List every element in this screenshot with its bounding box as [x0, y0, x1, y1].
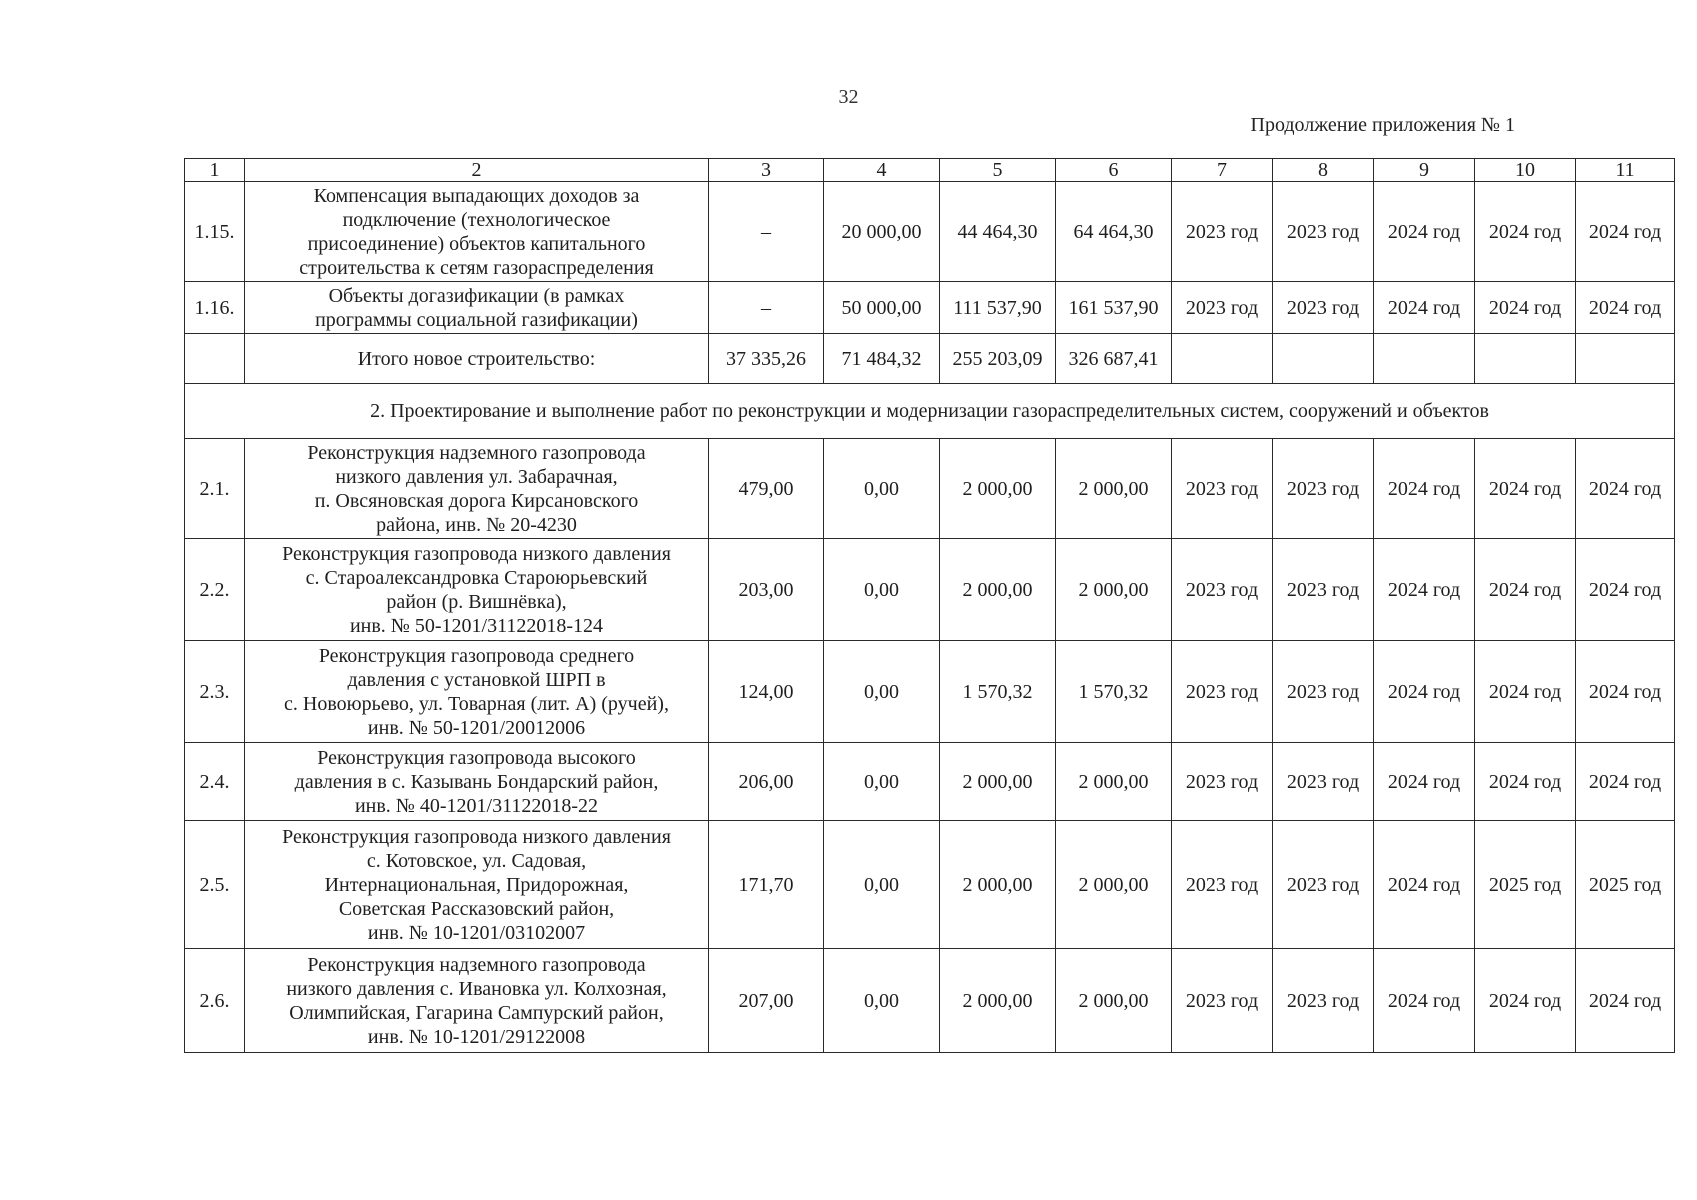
value-cell: 0,00 [824, 539, 940, 641]
object-name-line: района, инв. № 20-4230 [376, 513, 577, 536]
value-cell: 2 000,00 [1056, 821, 1172, 949]
object-name-line: Реконструкция надземного газопровода [307, 441, 646, 464]
value-cell: 124,00 [709, 641, 824, 743]
empty-cell [1273, 334, 1374, 384]
total-value: 326 687,41 [1056, 334, 1172, 384]
section-row [185, 384, 1675, 439]
object-name-line: Реконструкция газопровода низкого давления [282, 542, 671, 565]
value-cell: 50 000,00 [824, 282, 940, 334]
page-number: 32 [838, 86, 859, 108]
object-name-line: Советская Рассказовский район, [338, 897, 615, 920]
object-name-line: давления с установкой ШРП в [347, 668, 606, 691]
year-cell: 2024 год [1576, 949, 1675, 1053]
value-cell: 2 000,00 [1056, 539, 1172, 641]
row-number: 2.2. [185, 539, 245, 641]
row-number: 2.5. [185, 821, 245, 949]
value-cell: 2 000,00 [940, 821, 1056, 949]
value-cell: 20 000,00 [824, 182, 940, 282]
row-number: 1.16. [185, 282, 245, 334]
value-cell: 2 000,00 [940, 743, 1056, 821]
value-cell: 0,00 [824, 641, 940, 743]
object-name-line: присоединение) объектов капитального [307, 232, 646, 255]
object-name-line: инв. № 50-1201/31122018-124 [349, 614, 604, 637]
year-cell: 2024 год [1576, 439, 1675, 539]
year-cell: 2024 год [1475, 949, 1576, 1053]
table-row [185, 821, 1675, 949]
appendix-continuation-label: Продолжение приложения № 1 [1250, 114, 1515, 136]
empty-cell [1374, 334, 1475, 384]
value-cell: 171,70 [709, 821, 824, 949]
object-name-line: строительства к сетям газораспределения [299, 256, 654, 279]
year-cell: 2023 год [1172, 743, 1273, 821]
column-number: 2 [245, 159, 709, 182]
object-name-line: Реконструкция надземного газопровода [307, 953, 646, 976]
value-cell: 479,00 [709, 439, 824, 539]
row-number: 1.15. [185, 182, 245, 282]
column-number: 1 [185, 159, 245, 182]
column-number: 9 [1374, 159, 1475, 182]
year-cell: 2024 год [1475, 539, 1576, 641]
value-cell: 1 570,32 [940, 641, 1056, 743]
year-cell: 2023 год [1172, 949, 1273, 1053]
year-cell: 2024 год [1374, 439, 1475, 539]
year-cell: 2023 год [1172, 821, 1273, 949]
year-cell: 2024 год [1576, 539, 1675, 641]
object-name [245, 439, 709, 539]
row-number: 2.3. [185, 641, 245, 743]
object-name-line: инв. № 10-1201/03102007 [367, 921, 586, 944]
value-cell: 64 464,30 [1056, 182, 1172, 282]
table-row [185, 743, 1675, 821]
value-cell: 2 000,00 [1056, 743, 1172, 821]
column-number: 5 [940, 159, 1056, 182]
object-name [245, 182, 709, 282]
year-cell: 2023 год [1273, 641, 1374, 743]
object-name-line: с. Котовское, ул. Садовая, [366, 849, 587, 872]
year-cell: 2024 год [1374, 282, 1475, 334]
object-name-line: Реконструкция газопровода высокого [317, 746, 636, 769]
year-cell: 2024 год [1475, 182, 1576, 282]
table-row [185, 641, 1675, 743]
year-cell: 2024 год [1475, 282, 1576, 334]
object-name [245, 282, 709, 334]
object-name-line: инв. № 50-1201/20012006 [367, 716, 586, 739]
total-value: 71 484,32 [824, 334, 940, 384]
investment-program-table [184, 158, 1675, 1053]
year-cell: 2023 год [1172, 439, 1273, 539]
table-row [185, 539, 1675, 641]
column-number-row [185, 159, 1675, 182]
year-cell: 2024 год [1475, 439, 1576, 539]
row-number: 2.1. [185, 439, 245, 539]
year-cell: 2023 год [1273, 821, 1374, 949]
value-cell: 2 000,00 [1056, 949, 1172, 1053]
object-name-line: Объекты догазификации (в рамках [328, 284, 625, 307]
value-cell: 1 570,32 [1056, 641, 1172, 743]
year-cell: 2025 год [1475, 821, 1576, 949]
object-name-line: п. Овсяновская дорога Кирсановского [314, 489, 639, 512]
year-cell: 2024 год [1475, 743, 1576, 821]
year-cell: 2023 год [1273, 539, 1374, 641]
value-cell: 2 000,00 [940, 439, 1056, 539]
value-cell: 0,00 [824, 821, 940, 949]
total-value: 37 335,26 [709, 334, 824, 384]
empty-cell [1475, 334, 1576, 384]
year-cell: 2023 год [1273, 949, 1374, 1053]
table-row [185, 282, 1675, 334]
object-name [245, 949, 709, 1053]
year-cell: 2024 год [1374, 743, 1475, 821]
year-cell: 2024 год [1576, 743, 1675, 821]
section-title: 2. Проектирование и выполнение работ по реконструкции и модернизации газораспределительных систем, сооружений и объектов [185, 384, 1675, 439]
object-name [245, 743, 709, 821]
year-cell: 2024 год [1374, 821, 1475, 949]
object-name-line: низкого давления с. Ивановка ул. Колхозная, [286, 977, 667, 1000]
value-cell: 44 464,30 [940, 182, 1056, 282]
object-name-line: Реконструкция газопровода среднего [318, 644, 635, 667]
value-cell: 2 000,00 [1056, 439, 1172, 539]
table-row [185, 949, 1675, 1053]
total-label: Итого новое строительство: [245, 334, 709, 384]
year-cell: 2024 год [1374, 641, 1475, 743]
object-name-line: давления в с. Казывань Бондарский район, [294, 770, 659, 793]
value-cell: 2 000,00 [940, 949, 1056, 1053]
object-name [245, 641, 709, 743]
year-cell: 2023 год [1273, 439, 1374, 539]
year-cell: 2023 год [1172, 539, 1273, 641]
table-row [185, 182, 1675, 282]
column-number: 3 [709, 159, 824, 182]
year-cell: 2024 год [1576, 641, 1675, 743]
row-number: 2.6. [185, 949, 245, 1053]
column-number: 4 [824, 159, 940, 182]
value-cell: – [709, 182, 824, 282]
column-number: 8 [1273, 159, 1374, 182]
column-number: 7 [1172, 159, 1273, 182]
object-name-line: низкого давления ул. Забарачная, [335, 465, 618, 488]
value-cell: – [709, 282, 824, 334]
total-row [185, 334, 1675, 384]
column-number: 10 [1475, 159, 1576, 182]
column-number: 11 [1576, 159, 1675, 182]
object-name [245, 821, 709, 949]
value-cell: 2 000,00 [940, 539, 1056, 641]
total-value: 255 203,09 [940, 334, 1056, 384]
object-name-line: Реконструкция газопровода низкого давления [282, 825, 671, 848]
object-name-line: с. Новоюрьево, ул. Товарная (лит. А) (ручей), [284, 692, 669, 715]
year-cell: 2023 год [1172, 641, 1273, 743]
year-cell: 2024 год [1374, 182, 1475, 282]
column-number: 6 [1056, 159, 1172, 182]
object-name-line: Олимпийская, Гагарина Сампурский район, [289, 1001, 664, 1024]
value-cell: 161 537,90 [1056, 282, 1172, 334]
object-name [245, 539, 709, 641]
value-cell: 207,00 [709, 949, 824, 1053]
object-name-line: Интернациональная, Придорожная, [324, 873, 629, 896]
year-cell: 2024 год [1374, 949, 1475, 1053]
year-cell: 2024 год [1576, 282, 1675, 334]
empty-cell [185, 334, 245, 384]
object-name-line: Компенсация выпадающих доходов за [313, 184, 640, 207]
object-name-line: инв. № 40-1201/31122018-22 [354, 794, 599, 817]
value-cell: 0,00 [824, 439, 940, 539]
year-cell: 2023 год [1273, 743, 1374, 821]
year-cell: 2023 год [1273, 282, 1374, 334]
object-name-line: программы социальной газификации) [315, 308, 638, 331]
row-number: 2.4. [185, 743, 245, 821]
year-cell: 2024 год [1374, 539, 1475, 641]
year-cell: 2023 год [1172, 282, 1273, 334]
value-cell: 203,00 [709, 539, 824, 641]
object-name-line: район (р. Вишнёвка), [386, 590, 567, 613]
object-name-line: с. Староалександровка Староюрьевский [305, 566, 648, 589]
empty-cell [1576, 334, 1675, 384]
year-cell: 2024 год [1576, 182, 1675, 282]
year-cell: 2023 год [1172, 182, 1273, 282]
empty-cell [1172, 334, 1273, 384]
value-cell: 0,00 [824, 949, 940, 1053]
object-name-line: инв. № 10-1201/29122008 [367, 1025, 586, 1048]
value-cell: 0,00 [824, 743, 940, 821]
value-cell: 206,00 [709, 743, 824, 821]
table-row [185, 439, 1675, 539]
year-cell: 2024 год [1475, 641, 1576, 743]
value-cell: 111 537,90 [940, 282, 1056, 334]
year-cell: 2025 год [1576, 821, 1675, 949]
year-cell: 2023 год [1273, 182, 1374, 282]
object-name-line: подключение (технологическое [342, 208, 611, 231]
